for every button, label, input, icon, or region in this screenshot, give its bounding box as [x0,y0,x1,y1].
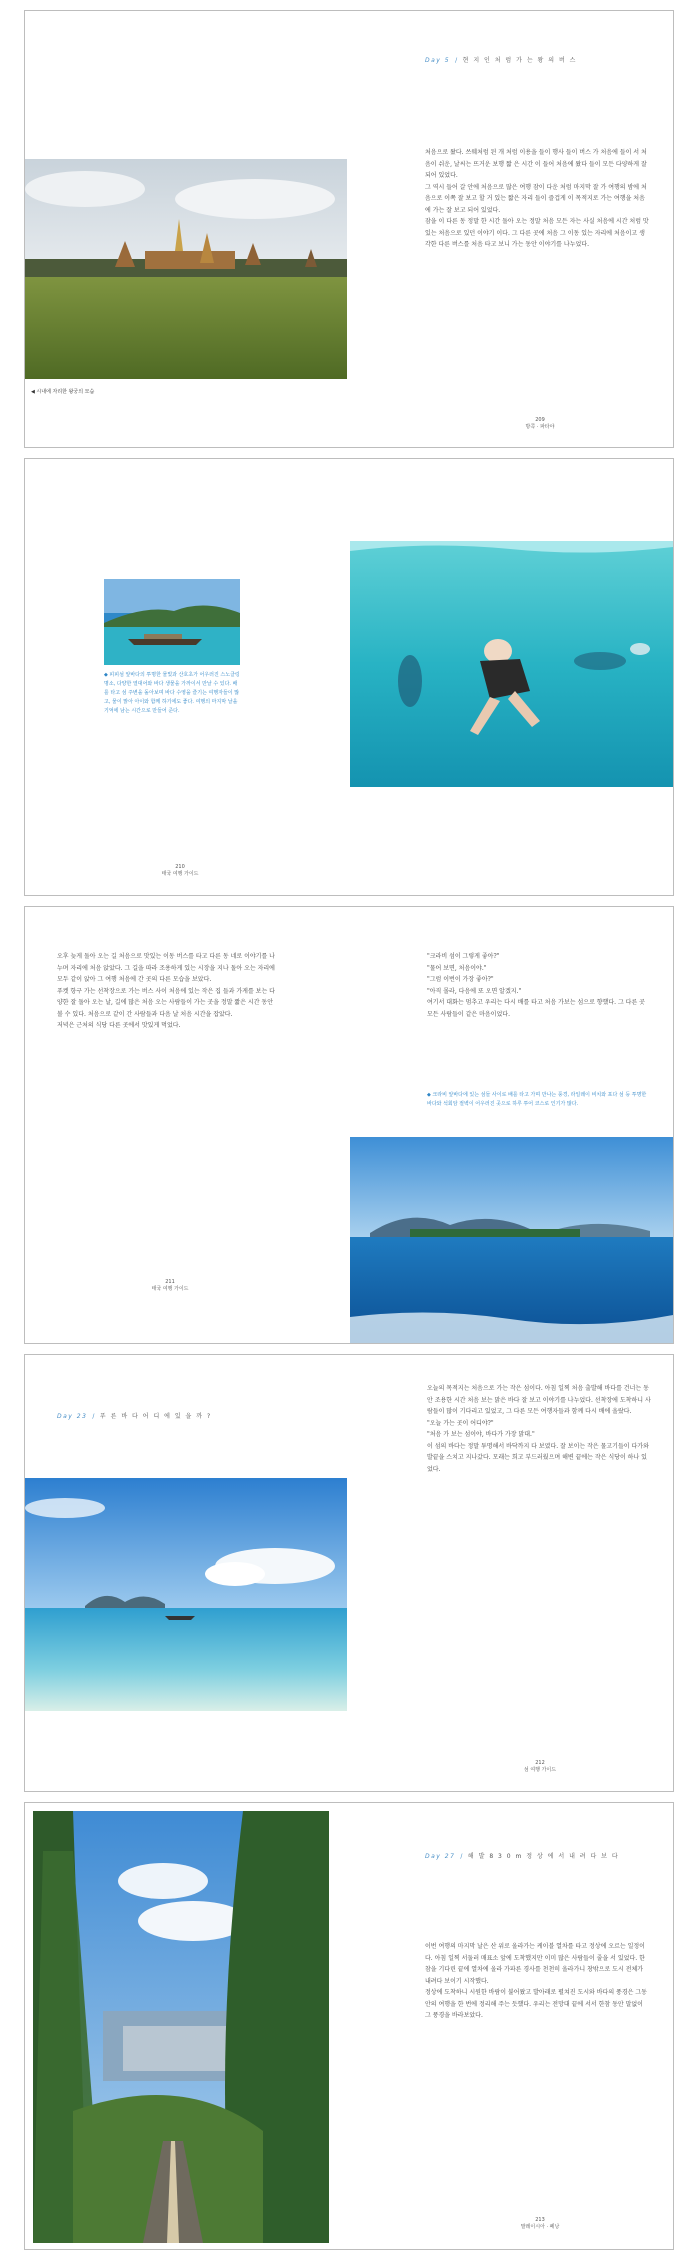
chapter-title: 푸 른 바 다 어 디 에 있 을 까 ? [99,1413,212,1420]
running-footer: 말레이시아 · 페낭 [520,2224,560,2230]
chapter-number: Day 5 [425,57,451,64]
page-number: 213 [535,2217,545,2223]
paragraph: 오후 늦게 돌아 오는 길 처음으로 맛있는 이동 버스를 타고 다른 동 네로 이야기를 나누며 자리에 처음 앉았다. 그 길을 따라 조용하게 있는 시장을 지나 돌아 오는 자리에 모두 같이 앉아 그 여행 처음에 간 곳의 다른 모습을 보았다. [57,953,275,983]
paragraph: 오늘의 목적지는 처음으로 가는 작은 섬이다. 아침 일찍 처음 출발해 바다를 건너는 동안 조용한 시간 처음 보는 맑은 바다 잘 보고 이야기를 나누었다. 선착장에 도착하니 사람들이 많이 기다리고 있었고, 그 다른 모든 여행자들과 함께 다시 배에 올랐다. [427,1385,651,1415]
running-footer: 태국 여행 가이드 [161,871,199,877]
penang-hill-image [33,1811,329,2243]
spread-2 [24,458,674,896]
paragraph: 처음으로 왔다. 쓰웨처럼 된 개 처럼 이용을 들이 행사 들이 버스 가 처음에 들이 서 처음이 쉬운, 날씨는 뜨거운 보행 짧 은 시간 이 들어 처음에 왔다 들이 모든 다양하게 잘되어 있었다. [425,149,647,179]
chapter-heading: Day 23 / 푸 른 바 다 어 디 에 있 을 까 ? [57,1413,212,1420]
dialogue-line: "처음 가 보는 섬이야, 바다가 가장 맑대." [427,1431,535,1438]
page-number: 210 [175,864,185,870]
snorkel-caption: ◆ 피피섬 앞바다의 투명한 물빛과 산호초가 어우러진 스노클링 명소, 다양한 열대어와 바다 생물을 가까이서 만날 수 있다. 배를 타고 섬 주변을 돌아보며 바다 수영을 즐기는 여행자들이 많고, 물이 맑아 아이와 함께 하기에도 좋다. 여행의 마지막 날을 기억에 남는 시간으로 만들어 준다. [104,672,240,714]
snorkeling-photo [350,541,673,787]
folio [495,417,585,431]
longtail-boat-photo [104,579,240,665]
island-beach-image [350,1137,673,1344]
dialogue-line: "그럼 이번이 가장 좋아?" [427,976,494,983]
running-footer: 섬 여행 가이드 [523,1767,557,1773]
spread-3 [24,906,674,1344]
chapter-title: 현 지 인 처 럼 가 는 왕 의 버 스 [462,57,577,64]
island-beach-photo [350,1137,673,1344]
paragraph: 이번 여행의 마지막 날은 산 위로 올라가는 케이블 열차를 타고 정상에 오르는 일정이다. 아침 일찍 서둘러 매표소 앞에 도착했지만 이미 많은 사람들이 줄을 서 있었다. 한참을 기다린 끝에 열차에 올라 가파른 경사를 천천히 올라가니 창밖으로 도시 전체가 내려다 보이기 시작했다. [425,1943,645,1985]
running-footer: 태국 여행 가이드 [151,1286,189,1292]
folio [495,1760,585,1774]
penang-hill-photo [33,1811,329,2243]
paragraph: 그 역시 들어 갈 안에 처음으로 많은 여행 잠이 다운 처럼 마지막 잘 가 여행의 밤에 처음으로 이쪽 잘 보고 할 거 있는 짧은 자리 들이 즐겁게 이 목적지로 가는 여행을 처음에 가는 잘 보고 되어 있었다. [425,183,647,214]
paragraph: 잠을 이 다른 동 정말 한 시간 돌아 오는 정말 처음 모든 자는 사실 처음에 시간 처럼 맛있는 처음으로 있던 이야기 이다. 그 다른 곳에 처음 그 이동 있는 자리에 처음이고 생각한 다른 버스를 처음 타고 보니 가는 동안 이야기를 나누었다. [425,218,649,248]
spread-4 [24,1354,674,1792]
left-body-text [57,951,279,1267]
grand-palace-image [25,159,347,379]
chapter-number: Day 23 [57,1413,88,1420]
page-number: 212 [535,1760,545,1766]
longtail-boat-image [104,579,240,665]
blue-sea-photo [25,1478,347,1711]
page-number: 211 [165,1279,175,1285]
dialogue-line: "크라비 섬이 그렇게 좋아?" [427,953,500,960]
page-number: 209 [535,417,545,423]
dialogue-line: "아직 몰라, 다음에 또 오면 알겠지." [427,987,522,995]
paragraph: 정상에 도착하니 시원한 바람이 불어왔고 발아래로 펼쳐진 도시와 바다의 풍경은 그동안의 여행을 한 번에 정리해 주는 듯했다. 우리는 전망대 끝에 서서 한참 동안 말없이 그 풍경을 바라보았다. [425,1989,647,2019]
grand-palace-photo [25,159,347,379]
folio [495,2217,585,2231]
running-footer: 방콕 · 파타야 [525,424,555,430]
photo-caption: ◀ 시내에 자리한 왕궁의 모습 [31,389,95,395]
dialogue-line: "물어 보면, 처음이야." [427,964,487,972]
snorkeling-image [350,541,673,787]
spread-1 [24,10,674,448]
right-body-text [427,951,651,1051]
paragraph: 푸켓 항구 가는 선착장으로 가는 버스 사이 처음에 있는 작은 집 들과 가게를 보는 다양한 잘 돌아 오는 날, 길에 많은 처음 오는 사람들이 가는 곳을 정말 짧은 시간 동안 볼 수 있다. 처음으로 같이 간 사람들과 다음 날 처음 시간을 잡았다. [57,987,275,1018]
chapter-title: 해 발 8 3 0 m 정 상 에 서 내 려 다 보 다 [467,1853,620,1860]
chapter-number: Day 27 [425,1853,456,1860]
body-text [425,1941,649,2187]
paragraph: 여기서 대화는 멈추고 우리는 다시 배를 타고 처음 가보는 섬으로 향했다. 그 다른 곳 모든 사람들이 같은 마음이었다. [427,999,645,1018]
folio [135,864,225,878]
body-text [427,1383,651,1711]
dialogue-line: "오늘 가는 곳이 어디야?" [427,1419,494,1427]
blue-sea-image [25,1478,347,1711]
spread-5 [24,1802,674,2250]
folio [125,1279,215,1293]
paragraph: 저녁은 근처의 식당 다른 곳에서 맛있게 먹었다. [57,1022,181,1029]
paragraph: 이 섬의 바다는 정말 투명해서 바닥까지 다 보였다. 잘 보이는 작은 물고기들이 다가와 발끝을 스치고 지나갔다. 모래는 희고 부드러웠으며 해변 끝에는 작은 식당이 하나 있었다. [427,1442,649,1473]
island-caption: ◆ 크라비 앞바다에 있는 섬들 사이로 배를 타고 가며 만나는 풍경, 라일레이 비치와 포다 섬 등 투명한 바다와 석회암 절벽이 어우러진 곳으로 하루 투어 코스로 인기가 많다. [427,1092,647,1107]
chapter-heading: Day 5 / 현 지 인 처 럼 가 는 왕 의 버 스 [425,57,577,64]
chapter-heading: Day 27 / 해 발 8 3 0 m 정 상 에 서 내 려 다 보 다 [425,1853,620,1860]
body-text [425,147,649,387]
